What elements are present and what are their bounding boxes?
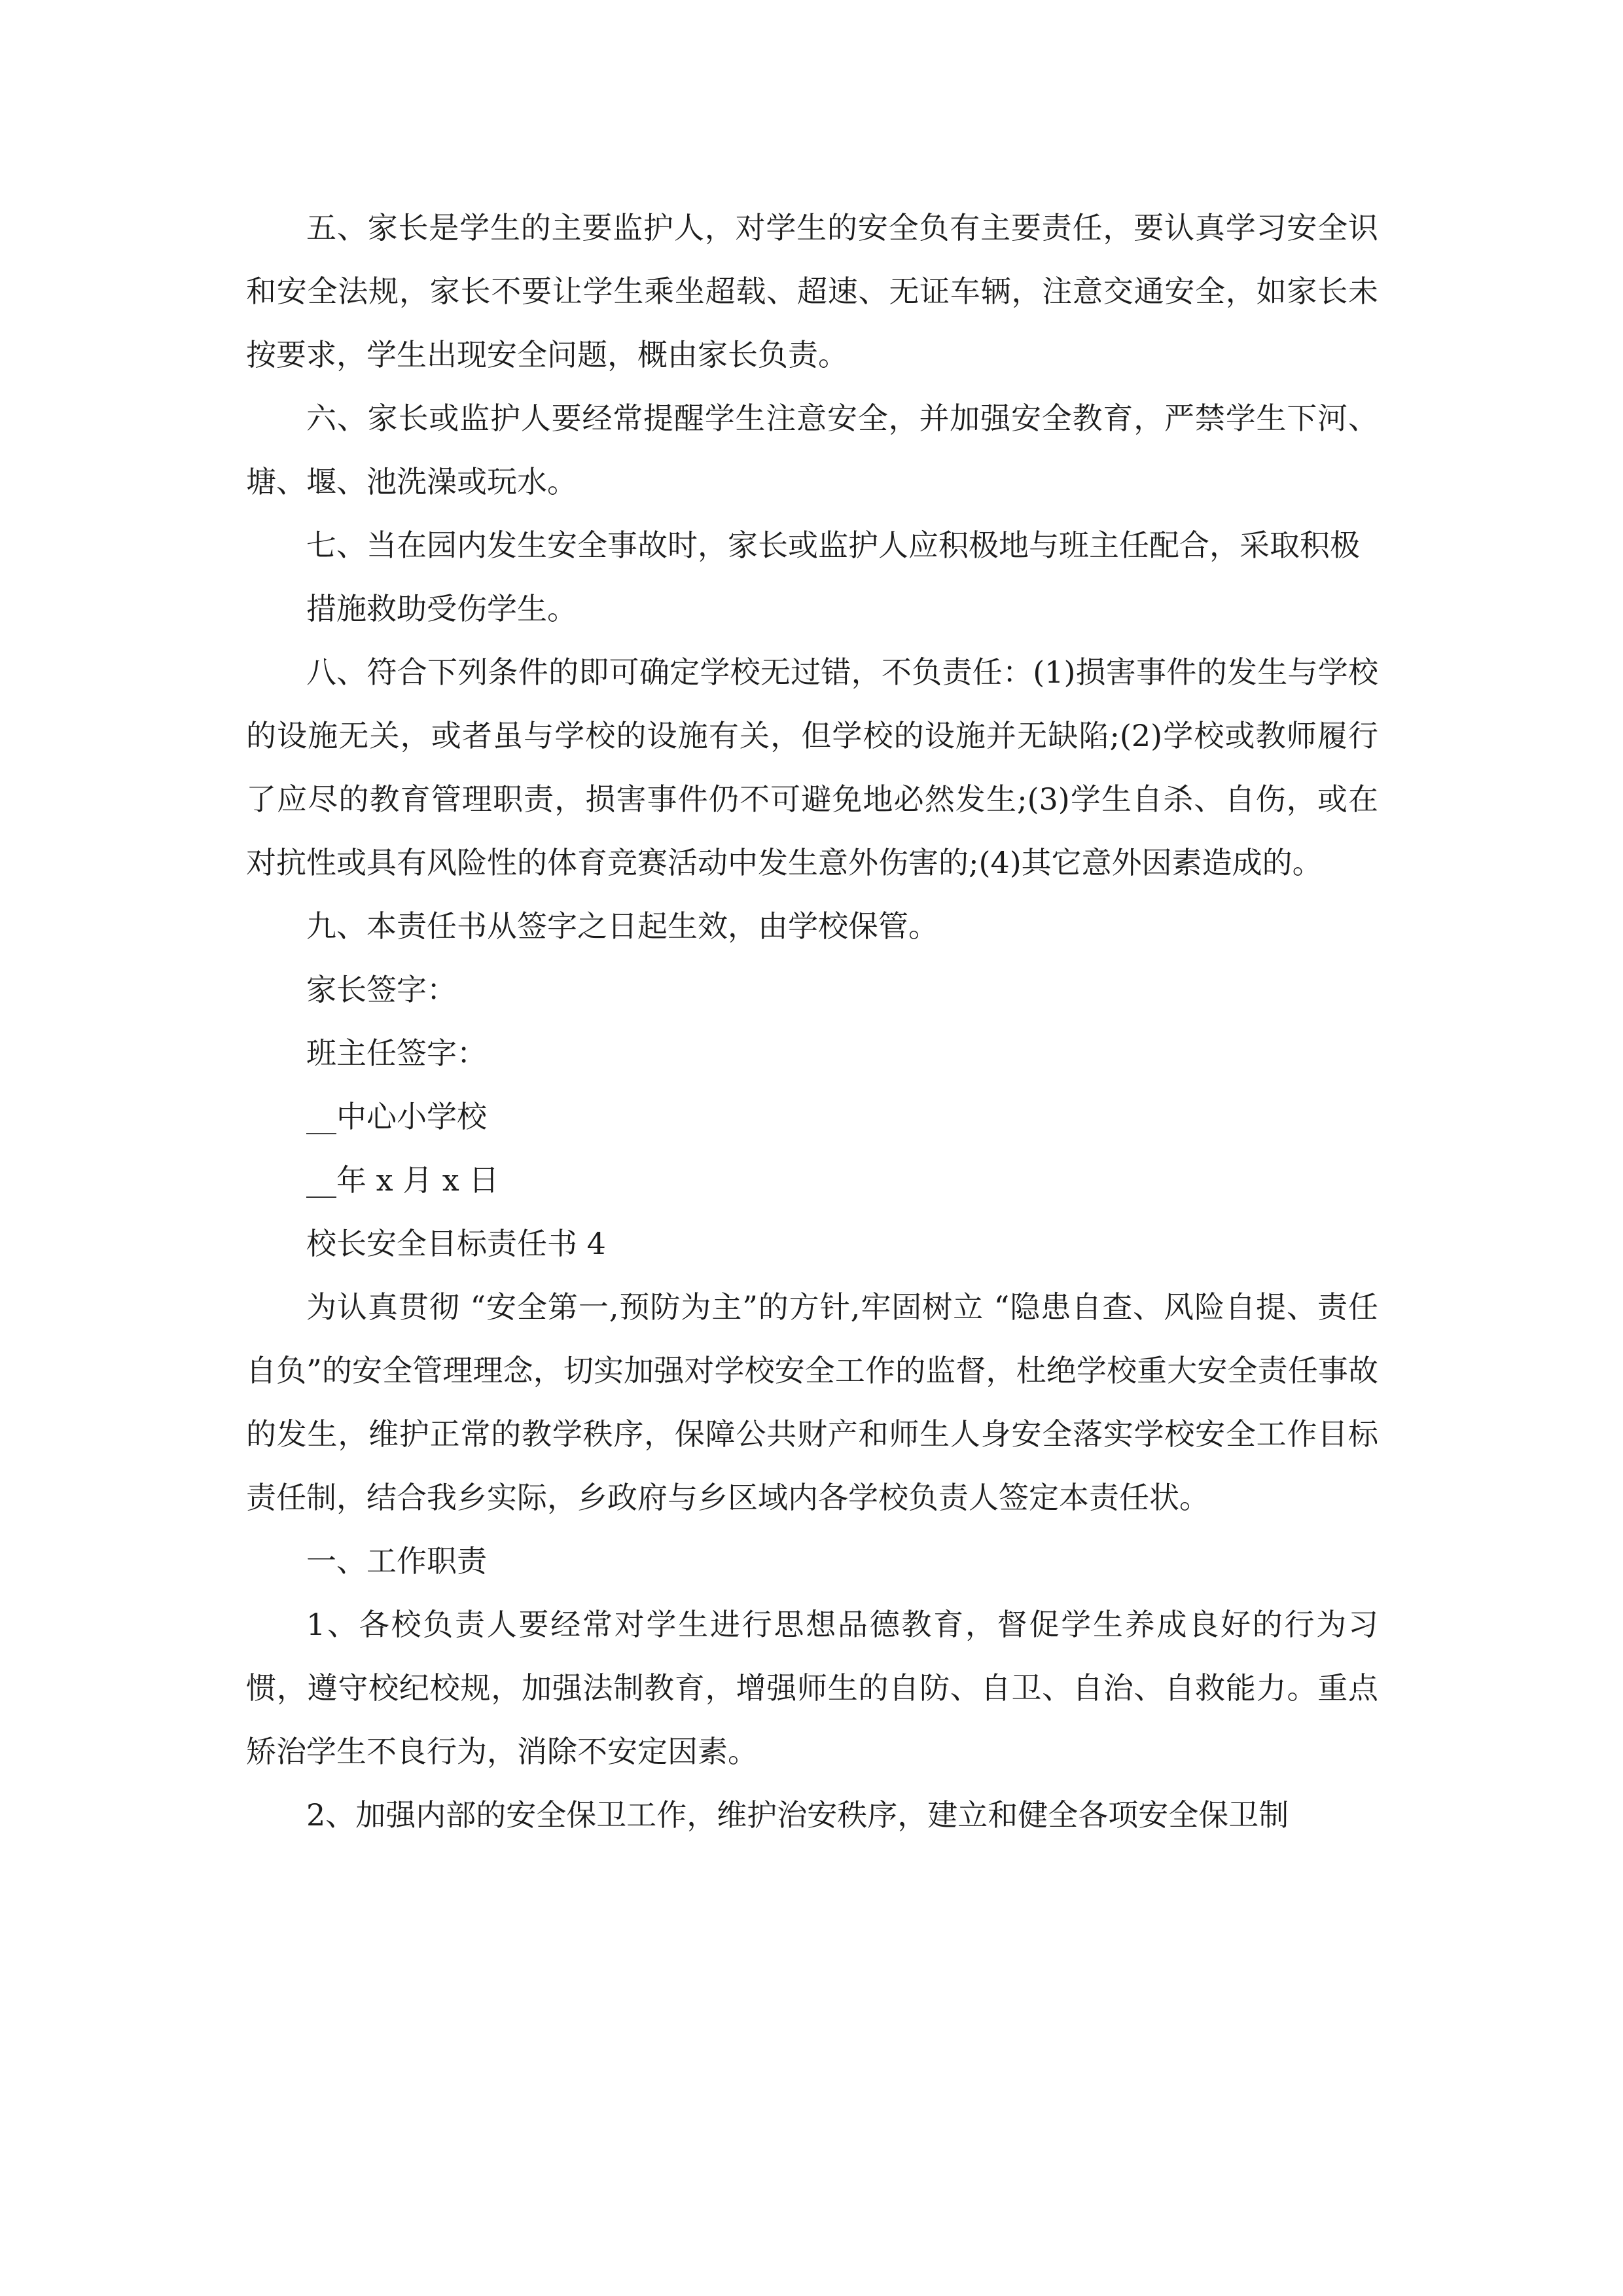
school-name-line: __中心小学校 — [306, 1099, 487, 1134]
duties-heading: 一、工作职责 — [306, 1543, 487, 1579]
paragraph-item-5-parent-duty: 五、家长是学生的主要监护人，对学生的安全负有主要责任，要认真学习安全识和安全法规，家长不要让学生乘坐超载、超速、无证车辆，注意交通安全，如家长未按要求，学生出现安全问题，概由家长负责。 — [246, 210, 1378, 372]
paragraph-item-8-no-fault: 八、符合下列条件的即可确定学校无过错，不负责任：(1)损害事件的发生与学校的设施无关，或者虽与学校的设施有关，但学校的设施并无缺陷;(2)学校或教师履行了应尽的教育管理职责，损害事件仍不可避免地必然发生;(3)学生自杀、自伤，或在对抗性或具有风险性的体育竞赛活动中发生意外伤害的;(4)其它意外因素造成的。 — [246, 655, 1378, 880]
paragraph-item-7-accident: 七、当在园内发生安全事故时，家长或监护人应积极地与班主任配合，采取积极 — [306, 528, 1360, 563]
section-title: 校长安全目标责任书 4 — [306, 1226, 606, 1261]
date-line: __年 x 月 x 日 — [306, 1162, 499, 1198]
paragraph-item-7-continued: 措施救助受伤学生。 — [306, 591, 577, 626]
document-body — [246, 196, 1378, 1847]
paragraph-item-9-effective: 九、本责任书从签字之日起生效，由学校保管。 — [306, 908, 938, 944]
duty-item-2: 2、加强内部的安全保卫工作，维护治安秩序，建立和健全各项安全保卫制 — [306, 1797, 1289, 1833]
duty-item-1: 1、各校负责人要经常对学生进行思想品德教育，督促学生养成良好的行为习惯，遵守校纪校规，加强法制教育，增强师生的自防、自卫、自治、自救能力。重点矫治学生不良行为，消除不安定因素。 — [246, 1607, 1378, 1769]
teacher-signature-label: 班主任签字： — [306, 1035, 487, 1071]
intro-paragraph: 为认真贯彻 “安全第一,预防为主”的方针,牢固树立 “隐患自查、风险自提、责任自负”的安全管理理念，切实加强对学校安全工作的监督，杜绝学校重大安全责任事故的发生，维护正常的教学秩序，保障公共财产和师生人身安全落实学校安全工作目标责任制，结合我乡实际，乡政府与乡区域内各学校负责人签定本责任状。 — [246, 1289, 1378, 1515]
parent-signature-label: 家长签字： — [306, 972, 457, 1007]
paragraph-item-6-warn-water: 六、家长或监护人要经常提醒学生注意安全，并加强安全教育，严禁学生下河、塘、堰、池洗澡或玩水。 — [246, 401, 1378, 499]
